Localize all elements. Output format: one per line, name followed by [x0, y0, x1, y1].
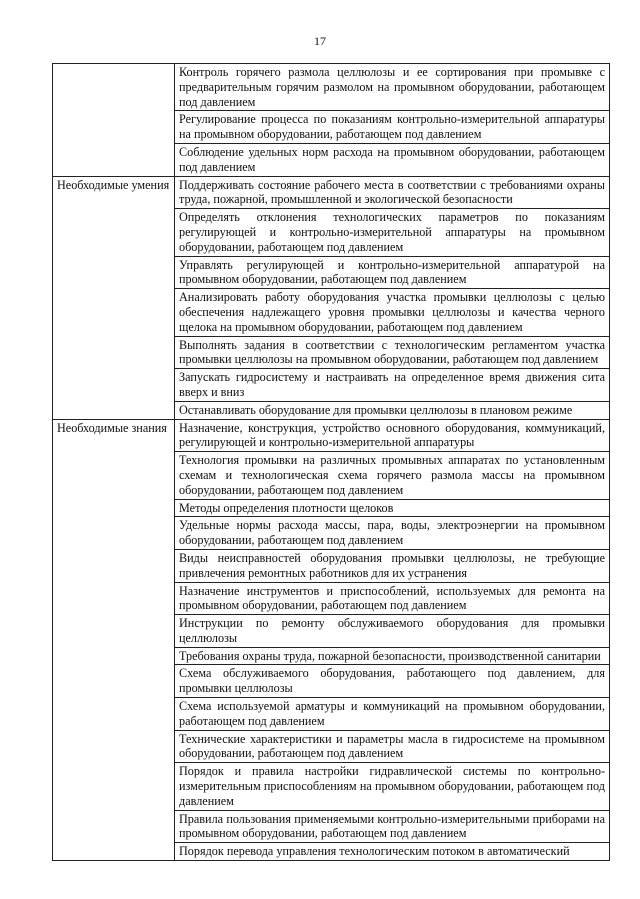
- table-cell: Порядок перевода управления технологическим потоком в автоматический: [175, 843, 610, 861]
- table-cell: Требования охраны труда, пожарной безопасности, производственной санитарии: [175, 647, 610, 665]
- table-cell: Схема используемой арматуры и коммуникаций на промывном оборудовании, работающем под давлением: [175, 698, 610, 731]
- table-row: [53, 419, 610, 452]
- table-cell: Поддерживать состояние рабочего места в соответствии с требованиями охраны труда, пожарной, промышленной и экологической безопасности: [175, 176, 610, 209]
- table-row: [53, 176, 610, 209]
- table-cell: Назначение инструментов и приспособлений, используемых для ремонта на промывном оборудовании, работающем под давлением: [175, 582, 610, 615]
- table-cell: Анализировать работу оборудования участка промывки целлюлозы с целью обеспечения надлежащего уровня промывки целлюлозы и качества черного щелока на промывном оборудовании, работающем под давлением: [175, 289, 610, 336]
- table-cell: Методы определения плотности щелоков: [175, 499, 610, 517]
- table-cell: Соблюдение удельных норм расхода на промывном оборудовании, работающем под давлением: [175, 143, 610, 176]
- group-label: Необходимые умения: [53, 176, 175, 419]
- table-cell: Контроль горячего размола целлюлозы и ее сортирования при промывке с предварительным горячим размолом на промывном оборудовании, работающем под давлением: [175, 64, 610, 111]
- table-cell: Определять отклонения технологических параметров по показаниям регулирующей и контрольно-измерительной аппаратуры на промывном оборудовании, работающем под давлением: [175, 209, 610, 256]
- table-cell: Правила пользования применяемыми контрольно-измерительными приборами на промывном оборудовании, работающем под давлением: [175, 810, 610, 843]
- table-cell: Останавливать оборудование для промывки целлюлозы в плановом режиме: [175, 401, 610, 419]
- competency-table-body: [53, 64, 610, 861]
- table-cell: Назначение, конструкция, устройство основного оборудования, коммуникаций, регулирующей и контрольно-измерительной аппаратуры: [175, 419, 610, 452]
- table-cell: Технические характеристики и параметры масла в гидросистеме на промывном оборудовании, работающем под давлением: [175, 730, 610, 763]
- table-cell: Порядок и правила настройки гидравлической системы по контрольно-измерительным приспособлениям на промывном оборудовании, работающем под давлением: [175, 763, 610, 810]
- table-cell: Выполнять задания в соответствии с технологическим регламентом участка промывки целлюлозы на промывном оборудовании, работающем под давлением: [175, 336, 610, 369]
- table-cell: Регулирование процесса по показаниям контрольно-измерительной аппаратуры на промывном оборудовании, работающем под давлением: [175, 111, 610, 144]
- table-row: [53, 64, 610, 111]
- table-cell: Инструкции по ремонту обслуживаемого оборудования для промывки целлюлозы: [175, 615, 610, 648]
- page-number: 17: [314, 34, 326, 48]
- table-cell: Удельные нормы расхода массы, пара, воды, электроэнергии на промывном оборудовании, работающем под давлением: [175, 517, 610, 550]
- table-cell: Запускать гидросистему и настраивать на определенное время движения сита вверх и вниз: [175, 369, 610, 402]
- table-cell: Виды неисправностей оборудования промывки целлюлозы, не требующие привлечения ремонтных работников для их устранения: [175, 549, 610, 582]
- competency-table: [52, 63, 610, 861]
- group-label: [53, 64, 175, 177]
- table-cell: Технология промывки на различных промывных аппаратах по установленным схемам и технологическая схема горячего размола массы на промывном оборудовании, работающем под давлением: [175, 452, 610, 499]
- table-cell: Схема обслуживаемого оборудования, работающего под давлением, для промывки целлюлозы: [175, 665, 610, 698]
- group-label: Необходимые знания: [53, 419, 175, 861]
- table-cell: Управлять регулирующей и контрольно-измерительной аппаратурой на промывном оборудовании, работающем под давлением: [175, 256, 610, 289]
